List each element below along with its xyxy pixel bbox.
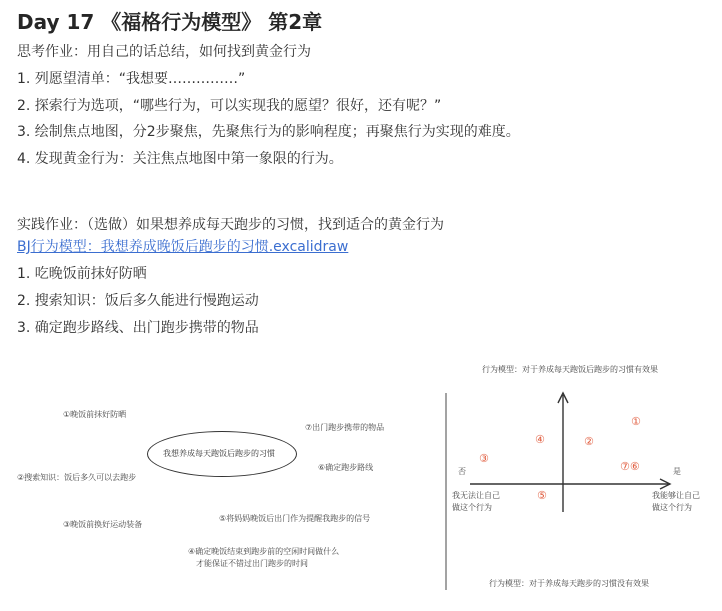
quadrant-mark-4: ④ bbox=[535, 433, 545, 446]
quadrant-mark-76: ⑦⑥ bbox=[620, 460, 640, 473]
quadrant-mark-3: ③ bbox=[479, 452, 489, 465]
mindmap-node-5: ⑤将妈妈晚饭后出门作为提醒我跑步的信号 bbox=[219, 514, 371, 523]
mindmap-node-6: ⑥确定跑步路线 bbox=[318, 463, 374, 472]
mindmap-node-7: ⑦出门跑步携带的物品 bbox=[305, 423, 385, 432]
practice-item-1: 1. 吃晚饭前抹好防晒 bbox=[17, 266, 147, 282]
mindmap-center-text: 我想养成每天跑饭后跑步的习惯 bbox=[163, 449, 275, 458]
quadrant-right-note-2: 做这个行为 bbox=[652, 503, 692, 512]
quadrant-bottom-label: 行为模型：对于养成每天跑步的习惯没有效果 bbox=[489, 579, 649, 588]
homework-heading: 思考作业：用自己的话总结，如何找到黄金行为 bbox=[17, 44, 311, 60]
mindmap-node-2: ②搜索知识：饭后多久可以去跑步 bbox=[17, 473, 137, 482]
page-title: Day 17 《福格行为模型》 第2章 bbox=[17, 10, 323, 34]
homework-item-4: 4. 发现黄金行为：关注焦点地图中第一象限的行为。 bbox=[17, 151, 343, 167]
quadrant-top-label: 行为模型：对于养成每天跑饭后跑步的习惯有效果 bbox=[482, 365, 658, 374]
quadrant-right-note-1: 我能够让自己 bbox=[652, 491, 700, 500]
homework-item-3: 3. 绘制焦点地图，分2步聚焦，先聚焦行为的影响程度；再聚焦行为实现的难度。 bbox=[17, 124, 520, 140]
mindmap-node-1: ①晚饭前抹好防晒 bbox=[63, 410, 127, 419]
practice-item-2: 2. 搜索知识：饭后多久能进行慢跑运动 bbox=[17, 293, 259, 309]
quadrant-left-note-1: 我无法让自己 bbox=[452, 491, 500, 500]
mindmap-node-4: ④确定晚饭结束到跑步前的空闲时间做什么 bbox=[188, 547, 340, 556]
homework-item-1: 1. 列愿望清单：“我想要……………” bbox=[17, 71, 246, 87]
quadrant-left-label: 否 bbox=[458, 467, 466, 476]
quadrant-mark-2: ② bbox=[584, 435, 594, 448]
practice-heading: 实践作业：（选做）如果想养成每天跑步的习惯，找到适合的黄金行为 bbox=[17, 217, 444, 233]
quadrant-mark-1: ① bbox=[631, 415, 641, 428]
practice-item-3: 3. 确定跑步路线、出门跑步携带的物品 bbox=[17, 320, 259, 336]
quadrant-mark-5: ⑤ bbox=[537, 489, 547, 502]
quadrant-left-note-2: 做这个行为 bbox=[452, 503, 492, 512]
quadrant-right-label: 是 bbox=[673, 467, 681, 476]
excalidraw-link[interactable]: BJ行为模型：我想养成晚饭后跑步的习惯.excalidraw bbox=[17, 239, 349, 255]
mindmap-node-3: ③晚饭前换好运动装备 bbox=[63, 520, 143, 529]
mindmap-node-4-cont: 才能保证不错过出门跑步的时间 bbox=[196, 559, 308, 568]
homework-item-2: 2. 探索行为选项，“哪些行为，可以实现我的愿望？很好，还有呢？” bbox=[17, 98, 442, 114]
